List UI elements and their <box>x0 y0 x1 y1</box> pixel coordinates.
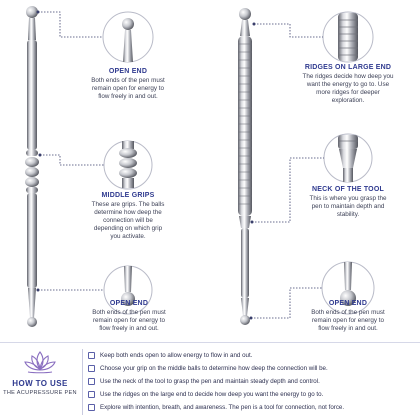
checkbox-icon <box>88 404 95 411</box>
step-item <box>88 362 418 375</box>
left-pen <box>25 6 39 327</box>
step-text: Use the neck of the tool to grasp the pen and maintain steady depth and control. <box>100 378 320 385</box>
callout-body: These are grips. The balls determine how deep the connection will be depending on which grip you activate. <box>91 201 165 240</box>
left-pen-grip-ball-1 <box>25 157 39 167</box>
checkbox-icon <box>88 365 95 372</box>
footer-divider <box>82 349 83 415</box>
callout-title: MIDDLE GRIPS <box>101 192 155 199</box>
right-pen-lower-shaft <box>241 228 249 298</box>
callout-body: The ridges decide how deep you want the energy to go to. Use more ridges for deeper exploration. <box>302 73 394 104</box>
how-to-use-footer <box>0 342 420 420</box>
right-pen-bottom-ball <box>240 315 250 325</box>
callout-middle-grips <box>90 192 166 241</box>
callout-body: Both ends of the pen must remain open for energy to flow freely in and out. <box>92 309 166 332</box>
left-pen-grip-ball-3 <box>25 177 39 187</box>
callout-open-end-bottom-right <box>306 300 390 333</box>
step-text: Explore with intention, breath, and awareness. The pen is a tool for connection, not force. <box>100 404 345 411</box>
left-pen-top-neck <box>28 18 36 40</box>
left-pen-upper-shaft <box>27 40 37 150</box>
checkbox-icon <box>88 391 95 398</box>
step-text: Choose your grip on the middle balls to determine how deep the connection will be. <box>100 365 328 372</box>
callout-title: OPEN END <box>108 68 148 75</box>
callout-body: Both ends of the pen must remain open for energy to flow freely in and out. <box>91 77 165 100</box>
right-pen <box>238 8 252 325</box>
callout-open-end-bottom-left <box>88 300 170 333</box>
left-pen-bottom-ball <box>27 317 37 327</box>
callout-neck <box>304 186 392 219</box>
callout-ridges <box>300 64 396 105</box>
callout-title: OPEN END <box>109 300 149 307</box>
step-text: Keep both ends open to allow energy to flow in and out. <box>100 352 253 359</box>
how-to-use-heading <box>0 343 80 420</box>
leader-lines <box>38 12 324 318</box>
callout-title: RIDGES ON LARGE END <box>304 64 392 71</box>
callout-title: NECK OF THE TOOL <box>312 186 384 193</box>
step-text: Use the ridges on the large end to decide how deep you want the energy to go to. <box>100 391 324 398</box>
footer-title: HOW TO USE <box>12 379 68 388</box>
callout-title: OPEN END <box>328 300 368 307</box>
left-pen-lower-shaft <box>27 193 37 288</box>
callout-open-end-top <box>88 68 168 101</box>
right-pen-top-ball <box>239 8 251 20</box>
left-pen-bottom-neck <box>28 288 36 318</box>
lotus-icon <box>22 349 58 375</box>
right-pen-ridges <box>238 44 252 204</box>
left-pen-grip-ball-2 <box>25 167 39 177</box>
step-item <box>88 388 418 401</box>
footer-subtitle: THE ACUPRESSURE PEN <box>3 390 77 396</box>
step-item <box>88 375 418 388</box>
callout-body: This is where you grasp the pen to maintain depth and stability. <box>309 195 387 218</box>
checkbox-icon <box>88 378 95 385</box>
checkbox-icon <box>88 352 95 359</box>
right-pen-neck <box>239 216 251 228</box>
zoom-detail-ridges <box>338 13 358 61</box>
step-item <box>88 401 418 414</box>
step-item <box>88 349 418 362</box>
callout-body: Both ends of the pen must remain open for energy to flow freely in and out. <box>311 309 385 332</box>
left-pen-top-ball <box>26 6 38 18</box>
right-pen-ridged-body <box>238 36 252 216</box>
how-to-use-steps <box>88 349 418 414</box>
